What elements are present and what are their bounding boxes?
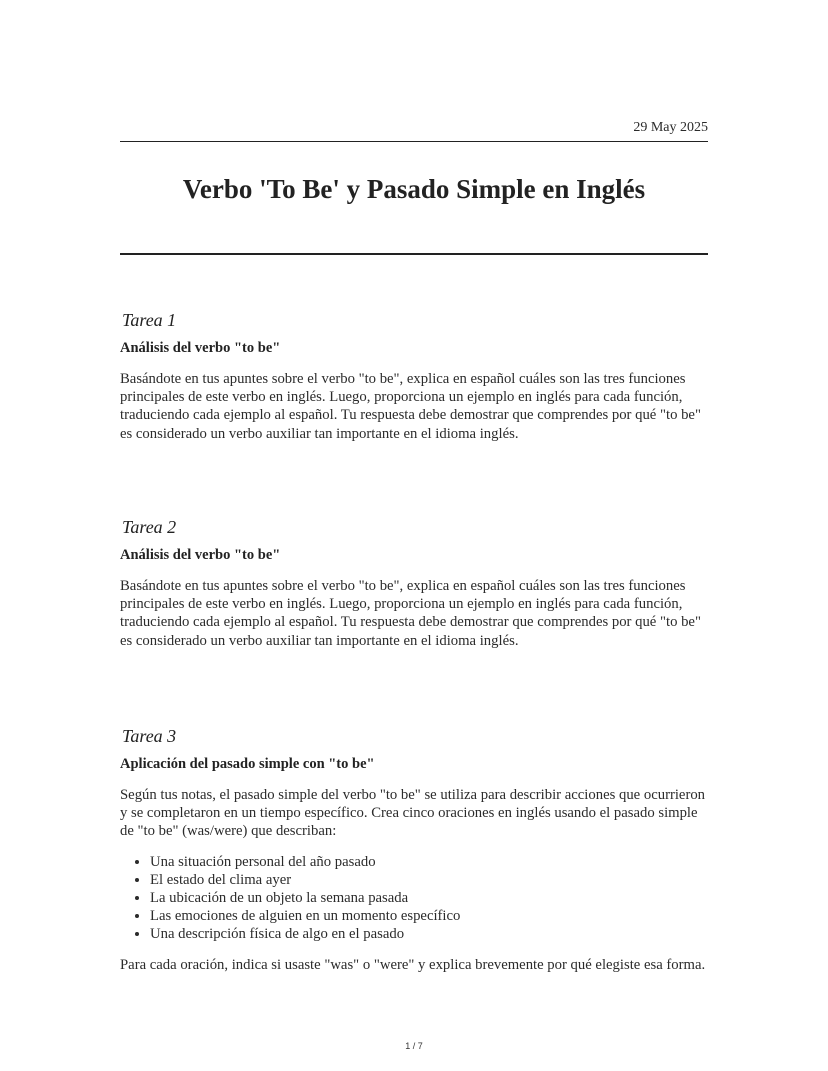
list-item: • Una descripción física de algo en el pasado [150, 925, 708, 943]
task-heading: Tarea 3 [122, 726, 177, 746]
task-subheading: Análisis del verbo "to be" [120, 547, 281, 563]
header-divider [120, 141, 708, 142]
list-item: • Las emociones de alguien en un momento específico [150, 907, 708, 925]
task-subheading: Aplicación del pasado simple con "to be" [120, 756, 375, 772]
list-item: • La ubicación de un objeto la semana pasada [150, 889, 708, 907]
page-number: 1 / 7 [405, 1041, 423, 1051]
task-3 [120, 725, 708, 974]
task-heading: Tarea 1 [122, 310, 177, 330]
task-paragraph: Basándote en tus apuntes sobre el verbo "to be", explica en español cuáles son las tres funciones principales de este verbo en inglés. Luego, proporciona un ejemplo en inglés para cada función, traduciendo cada ejemplo al español. Tu respuesta debe demostrar que comprendes por qué "to be" es considerado un verbo auxiliar tan importante en el idioma inglés. [120, 578, 701, 649]
title-divider [120, 253, 708, 255]
task-subheading: Análisis del verbo "to be" [120, 340, 281, 356]
task-2 [120, 516, 708, 650]
list-item: • El estado del clima ayer [150, 871, 708, 889]
task-heading: Tarea 2 [122, 517, 177, 537]
task-bullet-list [120, 853, 708, 944]
task-closing-paragraph: Para cada oración, indica si usaste "was" o "were" y explica brevemente por qué elegiste esa forma. [120, 956, 706, 973]
document-title: Verbo 'To Be' y Pasado Simple en Inglés [182, 174, 646, 204]
task-paragraph: Según tus notas, el pasado simple del verbo "to be" se utiliza para describir acciones que ocurrieron y se completaron en un tiempo específico. Crea cinco oraciones en inglés usando el pasado simple de "to be" (was/were) que describan: [120, 787, 706, 840]
task-paragraph: Basándote en tus apuntes sobre el verbo "to be", explica en español cuáles son las tres funciones principales de este verbo en inglés. Luego, proporciona un ejemplo en inglés para cada función, traduciendo cada ejemplo al español. Tu respuesta debe demostrar que comprendes por qué "to be" es considerado un verbo auxiliar tan importante en el idioma inglés. [120, 371, 701, 442]
task-1 [120, 309, 708, 443]
document-date: 29 May 2025 [633, 120, 708, 135]
list-item: • Una situación personal del año pasado [150, 853, 708, 871]
